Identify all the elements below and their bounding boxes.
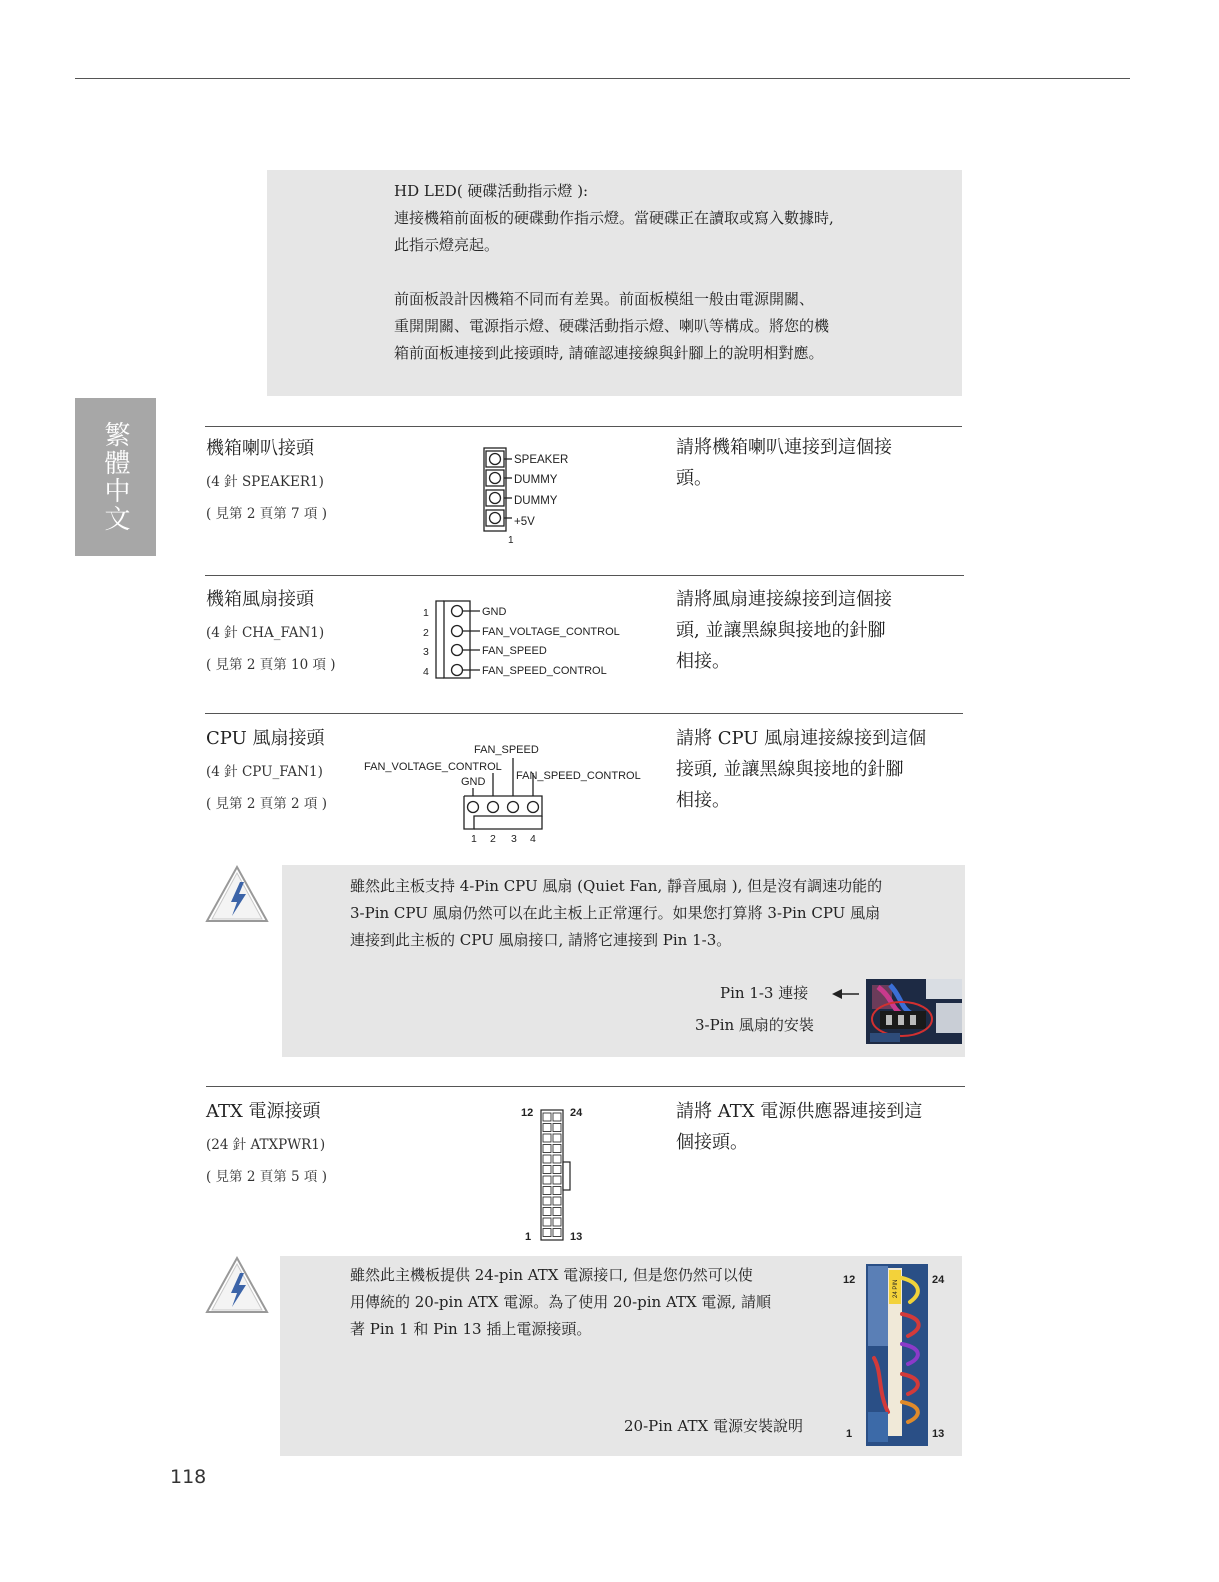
cpu-fan-pin-number: 2 [490, 833, 496, 845]
atx-pin [553, 1218, 561, 1226]
front-panel-note-line: 重開開關、電源指示燈、硬碟活動指示燈、喇叭等構成。將您的機 [394, 317, 830, 335]
chassis-fan-pin-label: FAN_SPEED_CONTROL [482, 665, 607, 677]
hd-led-line: 連接機箱前面板的硬碟動作指示燈。當硬碟正在讀取或寫入數據時, [394, 209, 834, 227]
chassis-fan-pin-label: GND [482, 606, 507, 618]
atx-pin [553, 1208, 561, 1216]
chassis-fan-connector-diagram [418, 598, 638, 684]
cpu-fan-label-fan-speed: FAN_SPEED [474, 744, 539, 756]
pin13-caption: Pin 1-3 連接 [720, 984, 809, 1002]
atx-pin [543, 1113, 551, 1121]
chassis-fan-pin-label: FAN_VOLTAGE_CONTROL [482, 626, 620, 638]
chassis-fan-pin-label: FAN_SPEED [482, 645, 547, 657]
chassis-fan-left-col [206, 585, 336, 673]
atx-pin [543, 1229, 551, 1237]
cpu-fan-label-speed-control: FAN_SPEED_CONTROL [516, 770, 641, 782]
atx-pin [543, 1124, 551, 1132]
atx-photo-label: 1 [846, 1428, 853, 1440]
chassis-fan-desc-line: 相接。 [676, 651, 730, 672]
speaker-pin-label: SPEAKER [514, 454, 569, 466]
speaker-spec: (4 針 SPEAKER1) [206, 474, 324, 490]
atx-pin [553, 1113, 561, 1121]
atx-pin [553, 1166, 561, 1174]
front-panel-note-line: 箱前面板連接到此接頭時, 請確認連接線與針腳上的說明相對應。 [394, 344, 824, 362]
chassis-fan-pin-number: 4 [423, 666, 429, 678]
cpu-fan-left-col [206, 724, 327, 812]
atx-warning-line: 著 Pin 1 和 Pin 13 插上電源接頭。 [350, 1320, 592, 1338]
atx-pin [543, 1155, 551, 1163]
atx-pin [553, 1134, 561, 1142]
atx-photo-label: 13 [932, 1428, 945, 1440]
front-panel-note-line: 前面板設計因機箱不同而有差異。前面板模組一般由電源開關、 [394, 290, 815, 308]
hd-led-line: 此指示燈亮起。 [394, 236, 500, 254]
cpu-fan-desc-line: 接頭, 並讓黑線與接地的針腳 [676, 759, 904, 780]
atx-pin [543, 1197, 551, 1205]
top-rule [75, 78, 1130, 79]
cpu-fan-label-voltage: FAN_VOLTAGE_CONTROL [364, 761, 502, 773]
warning-icon [204, 864, 270, 926]
cpu-fan-warning-line: 連接到此主板的 CPU 風扇接口, 請將它連接到 Pin 1-3。 [350, 931, 732, 949]
cpu-fan-desc-line: 請將 CPU 風扇連接線接到這個 [676, 728, 927, 749]
atx-pin [543, 1187, 551, 1195]
section-divider [205, 426, 962, 427]
atx-photo-tag: 24 PIN [893, 1279, 899, 1298]
speaker-desc [676, 432, 956, 494]
speaker-pin-label: +5V [514, 516, 535, 528]
atx-desc-line: 個接頭。 [676, 1132, 748, 1153]
chassis-fan-ref: ( 見第 2 頁第 10 項 ) [206, 657, 336, 673]
cpu-fan-warning-line: 3-Pin CPU 風扇仍然可以在此主板上正常運行。如果您打算將 3-Pin CPU 風扇 [350, 904, 881, 922]
cpu-fan-ref: ( 見第 2 頁第 2 項 ) [206, 796, 327, 812]
speaker-pin1-number: 1 [508, 535, 514, 546]
speaker-pin-label: DUMMY [514, 474, 558, 486]
speaker-title: 機箱喇叭接頭 [206, 438, 314, 459]
atx-spec: (24 針 ATXPWR1) [206, 1137, 326, 1153]
chassis-fan-desc-line: 頭, 並讓黑線與接地的針腳 [676, 620, 886, 641]
arrow-left-icon [830, 986, 860, 1002]
cpu-fan-spec: (4 針 CPU_FAN1) [206, 764, 323, 780]
three-pin-fan-photo [866, 979, 962, 1044]
speaker-connector-diagram [480, 445, 590, 550]
chassis-fan-spec: (4 針 CHA_FAN1) [206, 625, 325, 641]
atx-corner-label: 13 [570, 1231, 583, 1243]
atx-20pin-photo [838, 1262, 953, 1447]
atx-desc-line: 請將 ATX 電源供應器連接到這 [676, 1101, 923, 1122]
chassis-fan-title: 機箱風扇接頭 [206, 589, 314, 610]
page-number: 118 [170, 1466, 207, 1488]
atx-pin [553, 1124, 561, 1132]
chassis-fan-desc [676, 584, 956, 677]
atx-left-col [206, 1097, 327, 1185]
atx-pin [553, 1155, 561, 1163]
cpu-fan-pin-number: 3 [511, 833, 517, 845]
atx-title: ATX 電源接頭 [206, 1101, 321, 1122]
atx-20pin-caption: 20-Pin ATX 電源安裝說明 [624, 1417, 803, 1435]
cpu-fan-label-gnd: GND [461, 776, 486, 788]
section-divider [205, 575, 964, 576]
cpu-fan-desc [676, 723, 961, 816]
cpu-fan-pin-number: 1 [471, 833, 477, 845]
atx-pin [543, 1134, 551, 1142]
chassis-fan-desc-line: 請將風扇連接線接到這個接 [676, 589, 892, 610]
atx-pin [543, 1176, 551, 1184]
atx-corner-label: 24 [570, 1107, 583, 1119]
chassis-fan-pin-number: 1 [423, 607, 429, 619]
speaker-desc-line: 請將機箱喇叭連接到這個接 [676, 437, 892, 458]
atx-pin [553, 1229, 561, 1237]
speaker-ref: ( 見第 2 頁第 7 項 ) [206, 506, 327, 522]
cpu-fan-desc-line: 相接。 [676, 790, 730, 811]
atx-corner-label: 12 [521, 1107, 534, 1119]
speaker-left-col [206, 434, 327, 522]
atx-ref: ( 見第 2 頁第 5 項 ) [206, 1169, 327, 1185]
section-divider [206, 1086, 965, 1087]
chassis-fan-pin-number: 3 [423, 646, 429, 658]
speaker-desc-line: 頭。 [676, 468, 712, 489]
cpu-fan-pin-number: 4 [530, 833, 536, 845]
atx-pin [553, 1197, 561, 1205]
atx-pin [553, 1176, 561, 1184]
cpu-fan-warning-text [350, 873, 965, 954]
atx-pin [553, 1187, 561, 1195]
atx-corner-label: 1 [525, 1231, 532, 1243]
atx-warning-text [350, 1262, 840, 1343]
section-divider [205, 713, 963, 714]
hd-led-text [394, 178, 954, 367]
atx-photo-label: 24 [932, 1274, 945, 1286]
atx-pin [553, 1145, 561, 1153]
three-pin-fan-caption: 3-Pin 風扇的安裝 [695, 1016, 814, 1034]
warning-icon [204, 1255, 270, 1317]
atx-photo-label: 12 [843, 1274, 856, 1286]
language-side-tab: 繁體中文 [75, 398, 156, 556]
cpu-fan-title: CPU 風扇接頭 [206, 728, 325, 749]
atx-warning-line: 雖然此主機板提供 24-pin ATX 電源接口, 但是您仍然可以使 [350, 1266, 753, 1284]
atx-pin [543, 1166, 551, 1174]
atx-pin [543, 1145, 551, 1153]
speaker-pin-label: DUMMY [514, 495, 558, 507]
atx-pin [543, 1218, 551, 1226]
hd-led-heading: HD LED( 硬碟活動指示燈 ): [394, 182, 589, 200]
chassis-fan-pin-number: 2 [423, 627, 429, 639]
atx-pin [543, 1208, 551, 1216]
cpu-fan-warning-line: 雖然此主板支持 4-Pin CPU 風扇 (Quiet Fan, 靜音風扇 ), 但是沒有調速功能的 [350, 877, 883, 895]
cpu-fan-connector-diagram [360, 740, 655, 848]
atx-desc [676, 1096, 961, 1158]
atx-connector-diagram [515, 1100, 595, 1248]
atx-warning-line: 用傳統的 20-pin ATX 電源。為了使用 20-pin ATX 電源, 請順 [350, 1293, 771, 1311]
